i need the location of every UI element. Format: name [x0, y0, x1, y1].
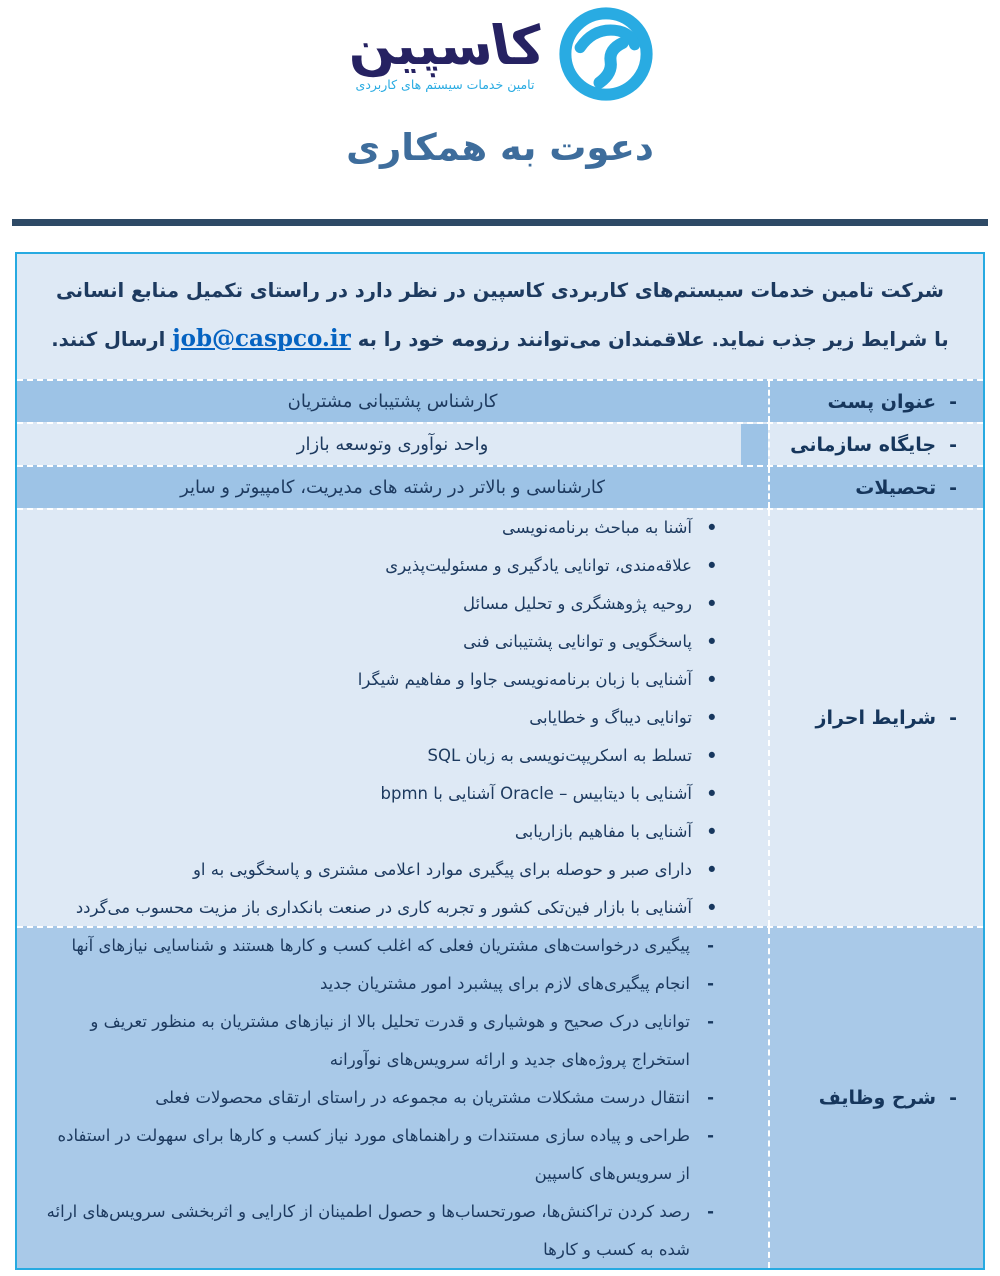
shading-strip [741, 424, 768, 465]
label-text: - عنوان پست [828, 391, 957, 413]
duty-item: - انجام پیگیری‌های لازم برای پیشبرد امور مشتریان جدید [45, 965, 720, 1003]
duty-item: - طراحی و پیاده سازی مستندات و راهنماهای مورد نیاز کسب و کارها برای سهولت در استفاده از سرویس‌های کاسپین [45, 1117, 720, 1193]
value-text: کارشناسی و بالاتر در رشته های مدیریت، کامپیوتر و سایر [180, 477, 605, 498]
table-row-org-position [17, 422, 983, 465]
intro-line-2-before: با شرایط زیر جذب نماید. علاقمندان می‌توانند رزومه خود را به [357, 327, 949, 351]
qualifications-cell [17, 510, 768, 926]
table-row-education [17, 465, 983, 508]
qualifications-list [45, 510, 720, 926]
page-title: دعوت به همکاری [346, 126, 654, 169]
intro-paragraph [17, 254, 983, 379]
intro-line-2-after: ارسال کنند. [51, 327, 166, 351]
company-logo [0, 0, 1000, 100]
logo-tagline: تامین خدمات سیستم های کاربردی [355, 77, 535, 93]
caspian-logo-icon [558, 6, 654, 102]
qualification-item: • آشنایی با مفاهیم بازاریابی [45, 813, 720, 851]
logo-text-block [340, 13, 550, 93]
row-label-org-position [768, 424, 983, 465]
label-text: - جایگاه سازمانی [790, 434, 957, 456]
label-text: - تحصیلات [855, 477, 957, 499]
table-row-duties [17, 926, 983, 1268]
value-text: واحد نوآوری وتوسعه بازار [296, 434, 489, 455]
table-row-qualifications [17, 508, 983, 926]
job-table [15, 252, 985, 1270]
duty-item: - انتقال درست مشکلات مشتریان به مجموعه در راستای ارتقای محصولات فعلی [45, 1079, 720, 1117]
qualification-item: • پاسخگویی و توانایی پشتیبانی فنی [45, 623, 720, 661]
row-value-education [17, 467, 768, 508]
qualification-item: • آشنا به مباحث برنامه‌نویسی [45, 510, 720, 547]
duty-item: - رصد کردن تراکنش‌ها، صورتحساب‌ها و حصول اطمینان از کارایی و اثربخشی سرویس‌های ارائه شده به کسب و کارها [45, 1193, 720, 1268]
divider-rule [12, 219, 988, 226]
row-label-post-title [768, 381, 983, 422]
email-link[interactable]: job@caspco.ir [172, 324, 351, 352]
value-text: کارشناس پشتیبانی مشتریان [287, 391, 498, 412]
row-value-org-position [17, 424, 768, 465]
intro-line-1: شرکت تامین خدمات سیستم‌های کاربردی کاسپین در نظر دارد در راستای تکمیل منابع انسانی [56, 278, 944, 302]
row-label-education [768, 467, 983, 508]
qualification-item: • آشنایی با بازار فین‌تکی کشور و تجربه کاری در صنعت بانکداری باز مزیت محسوب می‌گردد [45, 889, 720, 926]
qualification-item: • توانایی دیباگ و خطایابی [45, 699, 720, 737]
intro-line-2 [47, 313, 953, 365]
qualification-item: • دارای صبر و حوصله برای پیگیری موارد اعلامی مشتری و پاسخگویی به او [45, 851, 720, 889]
label-text: - شرایط احراز [816, 707, 957, 729]
table-row-post-title [17, 379, 983, 422]
qualification-item: • آشنایی با دیتابیس – Oracle آشنایی با bpmn [45, 775, 720, 813]
duties-cell [17, 928, 768, 1268]
duty-item: - پیگیری درخواست‌های مشتریان فعلی که اغلب کسب و کارها هستند و شناسایی نیازهای آنها [45, 928, 720, 965]
row-label-qualifications [768, 510, 983, 926]
duty-item: - توانایی درک صحیح و هوشیاری و قدرت تحلیل بالا از نیازهای مشتریان به منظور تعریف و استخراج پروژه‌های جدید و ارائه سرویس‌های نوآورانه [45, 1003, 720, 1079]
label-text: - شرح وظایف [819, 1087, 957, 1109]
duties-list [45, 928, 720, 1268]
row-label-duties [768, 928, 983, 1268]
qualification-item: • علاقه‌مندی، توانایی یادگیری و مسئولیت‌پذیری [45, 547, 720, 585]
logo-wordmark: کاسپین [340, 13, 550, 77]
qualification-item: • روحیه پژوهشگری و تحلیل مسائل [45, 585, 720, 623]
row-value-post-title [17, 381, 768, 422]
qualification-item: • آشنایی با زبان برنامه‌نویسی جاوا و مفاهیم شیگرا [45, 661, 720, 699]
qualification-item: • تسلط به اسکریپت‌نویسی به زبان SQL [45, 737, 720, 775]
